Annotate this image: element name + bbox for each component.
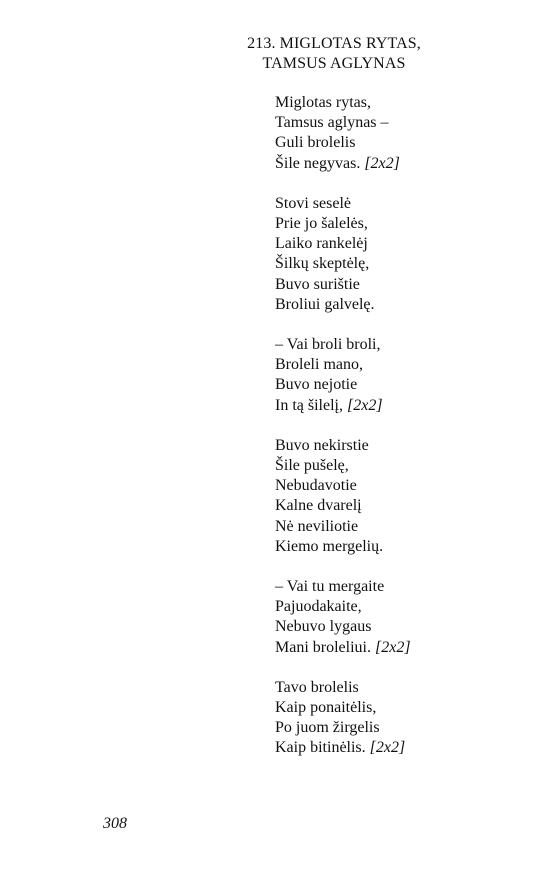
verse-line: Laiko rankelėj [275,235,368,253]
verse-line: Miglotas rytas, [275,94,371,111]
verse-line: Buvo surištie [275,275,360,293]
verse-line [275,738,545,758]
stanza-2 [275,194,545,315]
verse-line: Stovi seselė [275,194,351,212]
stanza-5 [275,577,545,658]
verse-text: Šile negyvas. [275,154,361,172]
verse-line: Kaip ponaitėlis, [275,699,377,717]
verse-line: Nebudavotie [275,477,357,495]
verse-line: Broleli mano, [275,356,363,374]
verse-text: Kaip bitinėlis. [275,739,366,757]
stanza-4 [275,436,545,557]
verse-line: Šile pušelę, [275,457,349,475]
verse-line: Nebuvo lygaus [275,618,372,636]
verse-line: Buvo nekirstie [275,436,369,454]
verse-line: Nė neviliotie [275,517,359,535]
poem-body [275,93,545,779]
verse-line: Tamsus aglynas – [275,114,389,132]
verse-line: Guli brolelis [275,134,356,152]
verse-line: Prie jo šalelės, [275,215,368,233]
verse-line: Kiemo mergelių. [275,537,384,555]
repeat-marker: [2x2] [364,154,400,172]
verse-line: – Vai broli broli, [275,336,381,354]
verse-line: Broliui galvelę. [275,295,375,313]
verse-line: Buvo nejotie [275,376,358,394]
song-title-line-1: 213. MIGLOTAS RYTAS, [247,35,421,52]
repeat-marker: [2x2] [369,739,406,757]
stanza-1 [275,93,545,174]
verse-line [275,638,545,658]
verse-line: Šilkų skeptėlę, [275,255,370,273]
verse-line: Kalne dvarelį [275,497,362,515]
verse-line [275,396,545,416]
stanza-6 [275,678,545,759]
song-title-line-2: TAMSUS AGLYNAS [262,55,406,72]
stanza-3 [275,335,545,416]
verse-text: Mani broleliui. [275,638,371,656]
verse-line [275,154,545,174]
verse-line: Tavo brolelis [275,678,359,696]
verse-text: In tą šilelį, [275,396,343,414]
repeat-marker: [2x2] [346,396,383,414]
verse-line: Po juom žirgelis [275,719,380,737]
song-title [236,34,432,74]
repeat-marker: [2x2] [374,638,411,656]
verse-line: Pajuodakaite, [275,598,362,616]
page-number: 308 [103,815,127,832]
verse-line: – Vai tu mergaite [275,578,385,596]
